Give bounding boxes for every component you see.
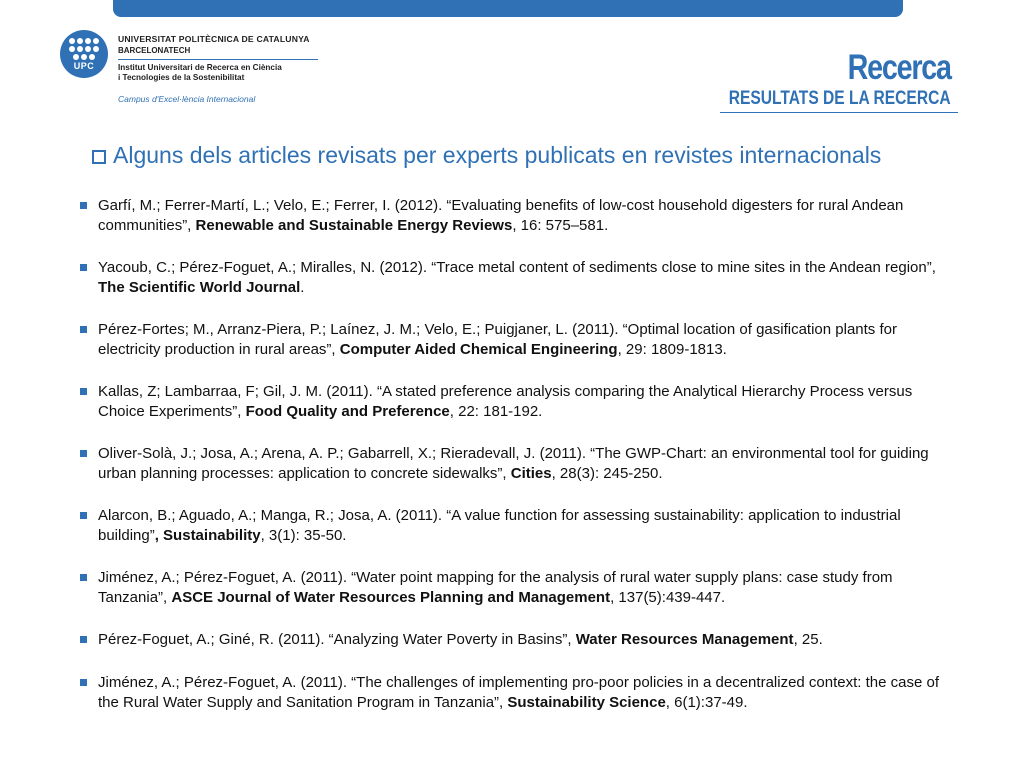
upc-logo	[60, 30, 108, 78]
page-subtitle: RESULTATS DE LA RECERCA	[729, 88, 951, 109]
reference-text: Oliver-Solà, J.; Josa, A.; Arena, A. P.; Gabarrell, X.; Rieradevall, J. (2011). “The GWP-Chart: an environmental tool for guiding urban planning processes: application to concrete sidewalks”,	[98, 445, 929, 482]
reference-details: .	[300, 279, 305, 296]
divider	[118, 59, 318, 60]
square-bullet-icon	[80, 450, 87, 457]
institute-line-2: i Tecnologies de la Sostenibilitat	[118, 73, 245, 82]
journal-name: Cities	[510, 465, 552, 482]
reference-details: , 6(1):37-49.	[665, 694, 748, 711]
section-heading	[92, 142, 881, 169]
journal-name: The Scientific World Journal	[98, 279, 301, 296]
journal-name: Water Resources Management	[575, 631, 794, 648]
journal-name: , Sustainability	[154, 527, 261, 544]
journal-name: Computer Aided Chemical Engineering	[339, 341, 618, 358]
journal-name: Food Quality and Preference	[245, 403, 450, 420]
reference-item	[78, 320, 963, 360]
square-bullet-icon	[80, 202, 87, 209]
reference-item	[78, 258, 963, 298]
reference-text: Yacoub, C.; Pérez-Foguet, A.; Miralles, N. (2012). “Trace metal content of sediments close to mine sites in the Andean region”,	[98, 259, 936, 276]
square-bullet-icon	[80, 679, 87, 686]
reference-text: Pérez-Fortes; M., Arranz-Piera, P.; Laínez, J. M.; Velo, E.; Puigjaner, L. (2011). “Optimal location of gasification plants for electricity production in rural areas”,	[98, 321, 897, 358]
institute-line-1: Institut Universitari de Recerca en Ciència	[118, 63, 282, 72]
square-bullet-icon	[80, 574, 87, 581]
section-heading-text: Alguns dels articles revisats per experts publicats en revistes internacionals	[113, 142, 882, 168]
reference-item	[78, 444, 963, 484]
reference-details: , 137(5):439-447.	[610, 589, 726, 606]
title-underline	[720, 112, 958, 113]
reference-details: , 3(1): 35-50.	[260, 527, 347, 544]
square-bullet-icon	[80, 326, 87, 333]
top-banner-bar	[113, 0, 903, 17]
square-bullet-icon	[80, 264, 87, 271]
brand-name: BARCELONATECH	[118, 46, 191, 55]
square-bullet-icon	[80, 636, 87, 643]
reference-item	[78, 506, 963, 546]
reference-details: , 25.	[793, 631, 823, 648]
reference-text: Jiménez, A.; Pérez-Foguet, A. (2011). “The challenges of implementing pro-poor policies in a decentralized context: the case of the Rural Water Supply and Sanitation Program in Tanzania”,	[98, 674, 940, 711]
reference-text: Alarcon, B.; Aguado, A.; Manga, R.; Josa, A. (2011). “A value function for assessing sustainability: application to industrial building”	[98, 507, 901, 544]
reference-text: Pérez-Foguet, A.; Giné, R. (2011). “Analyzing Water Poverty in Basins”,	[98, 631, 576, 648]
reference-item	[78, 673, 963, 713]
reference-text: Kallas, Z; Lambarraa, F; Gil, J. M. (2011). “A stated preference analysis comparing the Analytical Hierarchy Process versus Choice Experiments”,	[98, 383, 913, 420]
reference-details: , 29: 1809-1813.	[617, 341, 727, 358]
institution-block	[118, 34, 318, 83]
campus-label: Campus d'Excel·lència Internacional	[118, 94, 256, 104]
reference-details: , 28(3): 245-250.	[551, 465, 663, 482]
reference-item	[78, 568, 963, 608]
reference-item	[78, 196, 963, 236]
reference-item	[78, 630, 963, 650]
logo-text: UPC	[73, 61, 95, 71]
university-name: UNIVERSITAT POLITÈCNICA DE CATALUNYA	[118, 34, 310, 44]
reference-text: Jiménez, A.; Pérez-Foguet, A. (2011). “Water point mapping for the analysis of rural water supply plans: case study from Tanzania”,	[98, 569, 893, 606]
square-bullet-icon	[80, 388, 87, 395]
reference-details: , 22: 181-192.	[449, 403, 543, 420]
square-bullet-icon	[80, 512, 87, 519]
journal-name: Sustainability Science	[507, 694, 666, 711]
reference-text: Garfí, M.; Ferrer-Martí, L.; Velo, E.; Ferrer, I. (2012). “Evaluating benefits of low-cost household digesters for rural Andean communities”,	[98, 197, 904, 234]
reference-item	[78, 382, 963, 422]
checkbox-bullet-icon	[92, 150, 106, 164]
journal-name: Renewable and Sustainable Energy Reviews	[195, 217, 513, 234]
journal-name: ASCE Journal of Water Resources Planning and Management	[171, 589, 611, 606]
reference-details: , 16: 575–581.	[512, 217, 609, 234]
page-title: Recerca	[847, 48, 951, 87]
reference-list	[78, 196, 963, 735]
